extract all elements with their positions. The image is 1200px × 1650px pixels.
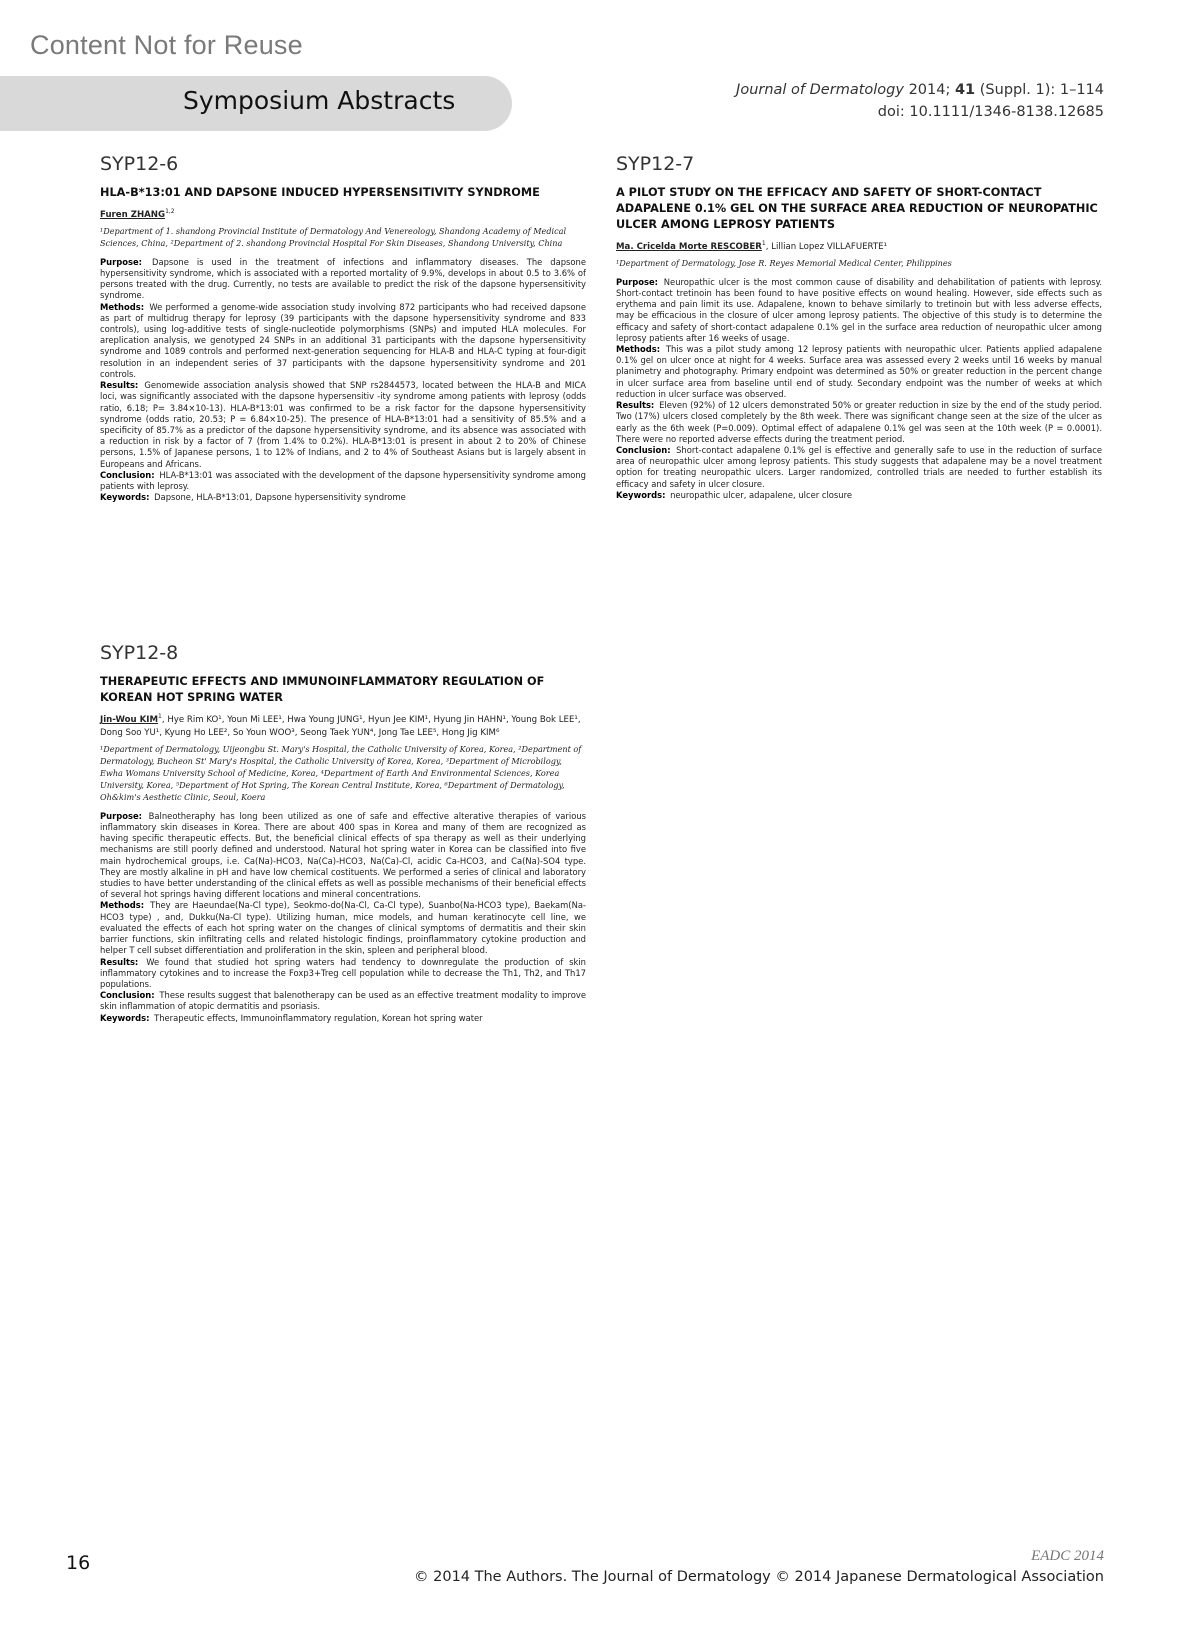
abstract-code: SYP12-8 bbox=[100, 642, 179, 664]
conclusion-text: HLA-B*13:01 was associated with the development of the dapsone hypersensitivity syndrome among patients with leprosy. bbox=[100, 469, 586, 491]
presenter-affiliation-sup: 1,2 bbox=[165, 208, 175, 215]
presenter-affiliation-sup: 1 bbox=[158, 713, 162, 720]
conclusion-label: Conclusion: bbox=[100, 990, 155, 1001]
conclusion-label: Conclusion: bbox=[616, 444, 671, 455]
keywords-label: Keywords: bbox=[100, 492, 150, 503]
journal-volume: 41 bbox=[954, 82, 976, 98]
journal-year: 2014; bbox=[908, 82, 951, 98]
results-text: Genomewide association analysis showed that SNP rs2844573, located between the HLA-B and MICA loci, was significantly associated with the dapsone hypersensitiv -ity syndrome among patients with leprosy (odds ratio, 6.18; P= 3.84×10-13). HLA-B*13:01 was confirmed to be a risk factor for the dapsone hypersensitivity syndrome (odds ratio, 20.53; P = 6.84×10-25). The presence of HLA-B*13:01 had a sensitivity of 85.5% and a specificity of 85.7% as a predictor of the dapsone hypersensitivity syndrome, and its absence was associated with a reduction in risk by a factor of 7 (from 1.4% to 0.2%). HLA-B*13:01 is present in about 2 to 20% of Chinese persons, 1.5% of Japanese persons, 1 to 12% of Indians, and 2 to 4% of Southeast Asians but is largely absent in Europeans and Africans. bbox=[100, 380, 587, 469]
journal-suppl: (Suppl. 1): 1–114 bbox=[979, 82, 1104, 98]
copyright-notice: © 2014 The Authors. The Journal of Dermatology © 2014 Japanese Dermatological Association bbox=[414, 1569, 1104, 1585]
purpose-text: Balneotheraphy has long been utilized as one of safe and effective alterative therapies of various inflammatory skin diseases in Korea. There are about 400 spas in Korea and many of them are recognized as having specific therapeutic effects. But, the beneficial clinical effects of spa therapy as well as their underlying mechanisms are still poorly defined and understood. Natural hot spring water in Korea can be classified into five main hydrochemical groups, i.e. Ca(Na)-HCO3, Na(Ca)-HCO3, Na(Ca)-Cl, acidic Ca-HCO3, and Ca(Na)-SO4 type. They are mostly alkaline in pH and have low chemical costituents. We performed a series of clinical and laboratory studies to have better understanding of the clinical effets as well as possible mechanisms of their beneficial effects of several hot springs having different locations and mineral concentrations. bbox=[100, 810, 586, 900]
section-banner bbox=[0, 76, 512, 131]
abstract-authors bbox=[100, 205, 586, 222]
presenting-author: Furen ZHANG bbox=[100, 209, 166, 220]
conclusion-text: These results suggest that balenotherapy can be used as an effective treatment modality to improve skin inflammation of atopic dermatitis and psoriasis. bbox=[100, 990, 586, 1012]
journal-citation bbox=[736, 79, 1104, 123]
purpose-label: Purpose: bbox=[100, 810, 142, 821]
methods-label: Methods: bbox=[616, 344, 661, 355]
abstract-title: A PILOT STUDY ON THE EFFICACY AND SAFETY OF SHORT-CONTACT ADAPALENE 0.1% GEL ON THE SURFACE AREA REDUCTION OF NEUROPATHIC ULCER AMONG LEPROSY PATIENTS bbox=[616, 186, 1098, 231]
abstract-body bbox=[100, 257, 586, 503]
keywords-text: Dapsone, HLA-B*13:01, Dapsone hypersensitivity syndrome bbox=[154, 492, 406, 503]
section-title: Symposium Abstracts bbox=[183, 86, 456, 115]
presenting-author: Ma. Cricelda Morte RESCOBER bbox=[616, 241, 762, 252]
co-authors: , Lillian Lopez VILLAFUERTE¹ bbox=[765, 241, 888, 252]
abstract-authors bbox=[616, 237, 1102, 254]
presenter-affiliation-sup: 1 bbox=[761, 240, 766, 247]
page-number: 16 bbox=[66, 1552, 91, 1574]
results-label: Results: bbox=[100, 380, 139, 391]
abstract-syp12-6 bbox=[100, 153, 586, 503]
purpose-label: Purpose: bbox=[616, 276, 658, 287]
results-text: Eleven (92%) of 12 ulcers demonstrated 50% or greater reduction in size by the end of the study period. Two (17%) ulcers closed completely by the 8th week. There was significant change seen at the size of the ulcer as early as the 6th week (P=0.009). Optimal effect of adapalene 0.1% gel was seen at the 10th week (P = 0.0001). There were no reported adverse effects during the treatment period. bbox=[616, 400, 1103, 444]
abstract-affiliations: ¹Department of 1. shandong Provincial Institute of Dermatology And Venereology, Shandong Academy of Medical Sciences, China, ²Department of 2. shandong Provincial Hospital For Skin Diseases, Shandong University, China bbox=[100, 225, 567, 248]
conclusion-label: Conclusion: bbox=[100, 469, 155, 480]
results-text: We found that studied hot spring waters had tendency to downregulate the production of skin inflammatory cytokines and to increase the Foxp3+Treg cell population while to decrease the Th1, Th2, and Th17 populations. bbox=[100, 956, 586, 989]
abstract-affiliations: ¹Department of Dermatology, Jose R. Reyes Memorial Medical Center, Philippines bbox=[616, 257, 952, 268]
keywords-label: Keywords: bbox=[616, 489, 666, 500]
keywords-text: Therapeutic effects, Immunoinflammatory regulation, Korean hot spring water bbox=[154, 1012, 483, 1023]
methods-label: Methods: bbox=[100, 301, 145, 312]
abstract-title: THERAPEUTIC EFFECTS AND IMMUNOINFLAMMATORY REGULATION OF KOREAN HOT SPRING WATER bbox=[100, 675, 545, 704]
abstract-code: SYP12-7 bbox=[616, 153, 695, 175]
journal-name: Journal of Dermatology bbox=[736, 82, 904, 98]
methods-text: This was a pilot study among 12 leprosy patients with neuropathic ulcer. Patients applied adapalene 0.1% gel on ulcer once at night for 4 weeks. Surface area was assessed every 2 weeks until 16 weeks by manual planimetry and photography. Primary endpoint was determined as 50% or greater reduction in the percent change in ulcer surface area from baseline until end of study. Secondary endpoint was the number of weeks at which reduction in ulcer surface was observed. bbox=[616, 344, 1102, 399]
conference-name: EADC 2014 bbox=[1031, 1548, 1104, 1564]
conclusion-text: Short-contact adapalene 0.1% gel is effective and generally safe to use in the reduction of surface area of neuropathic ulcer among leprosy patients. This study suggests that adapalene may be a novel treatment option for treating neuropathic ulcers. Larger randomized, controlled trials are needed to further establish its efficacy and safety in ulcer closure. bbox=[616, 444, 1102, 489]
abstract-affiliations: ¹Department of Dermatology, Uijeongbu St. Mary's Hospital, the Catholic University of Korea, Korea, ²Department of Dermatology, Bucheon St' Mary's Hospital, the Catholic University of Korea, Korea, ³Department of Microbilogy, Ewha Womans University School of Medicine, Korea, ⁴Department of Earth And Environmental Sciences, Korea University, Korea, ⁵Department of Hot Spring, The Korean Central Institute, Korea, ⁶Department of Dermatology, Oh&kim's Aesthetic Clinic, Seoul, Koera bbox=[100, 743, 582, 802]
keywords-label: Keywords: bbox=[100, 1012, 150, 1023]
keywords-text: neuropathic ulcer, adapalene, ulcer closure bbox=[670, 489, 852, 500]
abstract-body bbox=[616, 277, 1102, 501]
page-footer bbox=[414, 1548, 1104, 1585]
abstract-syp12-8 bbox=[100, 642, 586, 1024]
purpose-text: Dapsone is used in the treatment of infections and inflammatory diseases. The dapsone hypersensitivity syndrome, which is associated with a reported mortality of 9.9%, develops in about 0.5 to 3.6% of persons treated with the drug. Currently, no tests are available to predict the risk of the dapsone hypersensitivity syndrome. bbox=[100, 256, 586, 301]
co-authors: , Hye Rim KO¹, Youn Mi LEE¹, Hwa Young JUNG¹, Hyun Jee KIM¹, Hyung Jin HAHN¹, Young Bok LEE¹, Dong Soo YU¹, Kyung Ho LEE², So Youn WOO³, Seong Taek YUN⁴, Jong Tae LEE⁵, Hong Jig KIM⁶ bbox=[100, 714, 581, 738]
abstract-syp12-7 bbox=[616, 153, 1102, 501]
presenting-author: Jin-Wou KIM bbox=[100, 714, 159, 725]
watermark: Content Not for Reuse bbox=[30, 30, 303, 60]
methods-label: Methods: bbox=[100, 900, 145, 911]
abstract-authors bbox=[100, 710, 586, 740]
results-label: Results: bbox=[616, 400, 655, 411]
methods-text: They are Haeundae(Na-Cl type), Seokmo-do(Na-Cl, Ca-Cl type), Suanbo(Na-HCO3 type), Baekam(Na-HCO3 type) , and, Dukku(Na-Cl type). Utilizing human, mice models, and human keratinocyte cell line, we evaluated the effects of each hot spring water on the changes of clinical symptoms of dermatitis and their skin barrier functions, skin infiltrating cells and related histologic findings, proinflammatory cytokine production and helper T cell subset differentiation and proliferation in the skin, spleen and peripheral blood. bbox=[100, 900, 586, 956]
journal-doi: doi: 10.1111/1346-8138.12685 bbox=[877, 104, 1104, 120]
abstract-title: HLA-B*13:01 AND DAPSONE INDUCED HYPERSENSITIVITY SYNDROME bbox=[100, 186, 540, 199]
methods-text: We performed a genome-wide association study involving 872 participants who had received dapsone as part of multidrug therapy for leprosy (39 participants with the dapsone hypersensitivity syndrome and 833 controls), using log-additive tests of single-nucleotide polymorphisms (SNPs) and imputed HLA molecules. For areplication analysis, we genotyped 24 SNPs in an additional 31 participants with the dapsone hypersensitivity syndrome and 1089 controls and performed next-generation sequencing for HLA-B and HLA-C typing at four-digit resolution in an independent series of 37 participants with the dapsone hypersensitivity syndrome and 201 controls. bbox=[100, 301, 586, 379]
purpose-label: Purpose: bbox=[100, 256, 142, 267]
purpose-text: Neuropathic ulcer is the most common cause of disability and dehabilitation of patients with leprosy. Short-contact tretinoin has been found to have positive effects on wound healing. However, side effects such as erythema and pain limit its use. Adapalene, known to behave similarly to tretinoin but with less adverse effects, may be efficacious in the closure of ulcer among leprosy patients. The objective of this study is to determine the efficacy and safety of short-contact adapalene 0.1% gel in the surface area reduction of neuropathic ulcer among leprosy patients after 16 weeks of usage. bbox=[616, 276, 1102, 343]
abstract-body bbox=[100, 811, 586, 1024]
abstract-code: SYP12-6 bbox=[100, 153, 179, 175]
results-label: Results: bbox=[100, 956, 139, 967]
